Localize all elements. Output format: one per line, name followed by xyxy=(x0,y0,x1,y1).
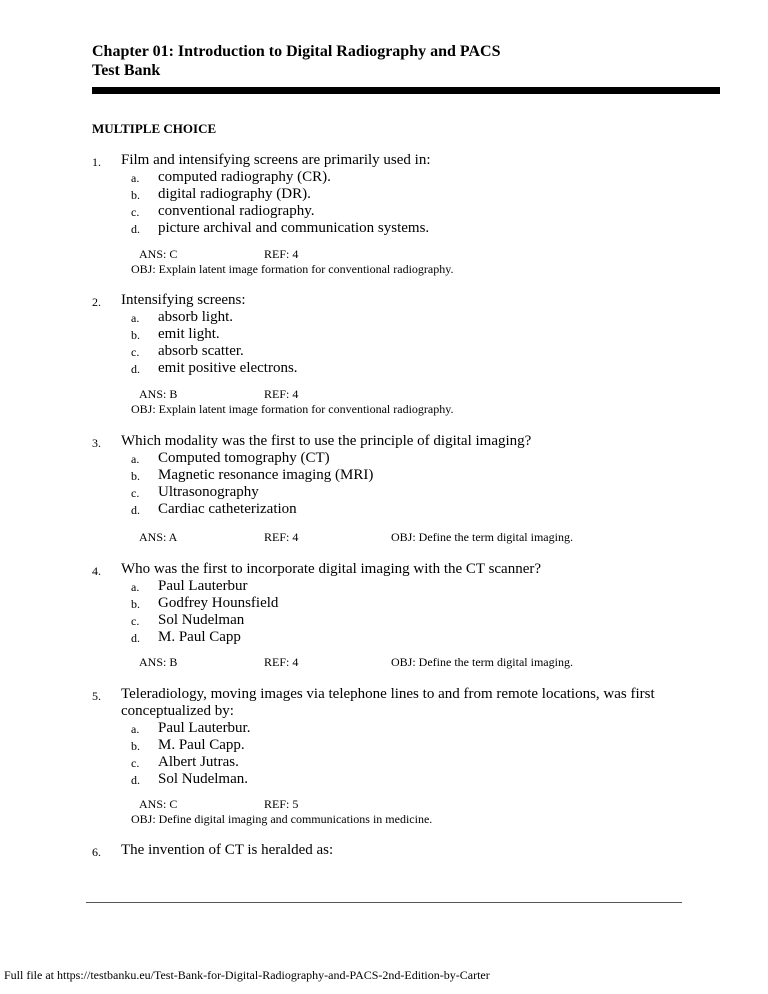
option-letter: d. xyxy=(131,631,140,645)
question-text: Who was the first to incorporate digital imaging with the CT scanner? xyxy=(121,561,542,577)
option-letter: d. xyxy=(131,503,140,517)
question-text-line: Teleradiology, moving images via telephone lines to and from remote locations, was first xyxy=(121,686,655,702)
objective: OBJ: Define digital imaging and communications in medicine. xyxy=(131,812,433,826)
option-letter: d. xyxy=(131,773,140,787)
option-item xyxy=(0,450,600,467)
option-text: absorb light. xyxy=(158,309,233,325)
option-item xyxy=(0,595,600,612)
option-item xyxy=(0,186,600,203)
option-letter: c. xyxy=(131,756,140,770)
question-text: Film and intensifying screens are primarily used in: xyxy=(121,152,431,168)
section-heading: MULTIPLE CHOICE xyxy=(92,121,217,136)
footer-note: Full file at https://testbanku.eu/Test-Bank-for-Digital-Radiography-and-PACS-2nd-Edition-by-Carter xyxy=(4,968,490,982)
option-letter: d. xyxy=(131,362,140,376)
objective: OBJ: Explain latent image formation for conventional radiography. xyxy=(131,402,454,416)
question-number: 6. xyxy=(92,845,101,859)
option-letter: a. xyxy=(131,171,140,185)
option-letter: a. xyxy=(131,722,140,736)
question-number: 4. xyxy=(92,564,101,578)
reference: REF: 4 xyxy=(264,530,299,544)
option-letter: d. xyxy=(131,222,140,236)
question-number: 3. xyxy=(92,436,101,450)
objective: OBJ: Define the term digital imaging. xyxy=(391,530,573,544)
question-text: Intensifying screens: xyxy=(121,292,246,308)
option-item xyxy=(0,169,600,186)
objective: OBJ: Define the term digital imaging. xyxy=(391,655,573,669)
option-item xyxy=(0,629,600,646)
option-item xyxy=(0,360,600,377)
footer-divider xyxy=(86,902,682,903)
option-item xyxy=(0,754,600,771)
answer-key: ANS: C xyxy=(139,247,178,261)
question-text: The invention of CT is heralded as: xyxy=(121,842,334,858)
option-text: digital radiography (DR). xyxy=(158,186,311,202)
option-text: computed radiography (CR). xyxy=(158,169,331,185)
option-letter: a. xyxy=(131,452,140,466)
header-divider xyxy=(92,87,720,94)
option-item xyxy=(0,501,600,518)
option-text: Paul Lauterbur xyxy=(158,578,248,594)
question-number: 2. xyxy=(92,295,101,309)
option-letter: c. xyxy=(131,345,140,359)
option-text: Albert Jutras. xyxy=(158,754,239,770)
question-text xyxy=(121,686,681,720)
option-item xyxy=(0,771,600,788)
option-text: absorb scatter. xyxy=(158,343,244,359)
option-letter: b. xyxy=(131,739,140,753)
option-text: Sol Nudelman xyxy=(158,612,245,628)
option-letter: b. xyxy=(131,469,140,483)
question-text-line: conceptualized by: xyxy=(121,703,234,719)
option-item xyxy=(0,612,600,629)
option-text: Paul Lauterbur. xyxy=(158,720,251,736)
reference: REF: 4 xyxy=(264,247,299,261)
option-item xyxy=(0,484,600,501)
option-letter: a. xyxy=(131,311,140,325)
answer-key: ANS: C xyxy=(139,797,178,811)
option-letter: c. xyxy=(131,614,140,628)
option-text: Ultrasonography xyxy=(158,484,259,500)
option-text: Godfrey Hounsfield xyxy=(158,595,279,611)
option-letter: c. xyxy=(131,486,140,500)
option-item xyxy=(0,343,600,360)
reference: REF: 5 xyxy=(264,797,299,811)
option-item xyxy=(0,309,600,326)
option-item xyxy=(0,720,600,737)
answer-key: ANS: B xyxy=(139,655,178,669)
option-text: conventional radiography. xyxy=(158,203,315,219)
option-item xyxy=(0,326,600,343)
option-text: M. Paul Capp. xyxy=(158,737,245,753)
option-item xyxy=(0,203,600,220)
option-letter: c. xyxy=(131,205,140,219)
option-letter: b. xyxy=(131,328,140,342)
option-item xyxy=(0,467,600,484)
option-text: emit light. xyxy=(158,326,220,342)
option-item xyxy=(0,578,600,595)
option-letter: b. xyxy=(131,188,140,202)
answer-key: ANS: B xyxy=(139,387,178,401)
objective: OBJ: Explain latent image formation for conventional radiography. xyxy=(131,262,454,276)
option-item xyxy=(0,220,600,237)
page-title xyxy=(92,42,501,80)
title-line-chapter: Chapter 01: Introduction to Digital Radiography and PACS xyxy=(92,43,501,60)
title-line-test-bank: Test Bank xyxy=(92,62,161,79)
question-text: Which modality was the first to use the principle of digital imaging? xyxy=(121,433,532,449)
option-text: picture archival and communication systems. xyxy=(158,220,430,236)
option-text: Computed tomography (CT) xyxy=(158,450,330,466)
option-letter: a. xyxy=(131,580,140,594)
option-item xyxy=(0,737,600,754)
option-text: emit positive electrons. xyxy=(158,360,298,376)
question-number: 1. xyxy=(92,155,101,169)
option-text: Cardiac catheterization xyxy=(158,501,297,517)
option-text: M. Paul Capp xyxy=(158,629,241,645)
reference: REF: 4 xyxy=(264,387,299,401)
option-text: Magnetic resonance imaging (MRI) xyxy=(158,467,374,483)
answer-key: ANS: A xyxy=(139,530,178,544)
reference: REF: 4 xyxy=(264,655,299,669)
question-number: 5. xyxy=(92,689,101,703)
option-text: Sol Nudelman. xyxy=(158,771,248,787)
option-letter: b. xyxy=(131,597,140,611)
